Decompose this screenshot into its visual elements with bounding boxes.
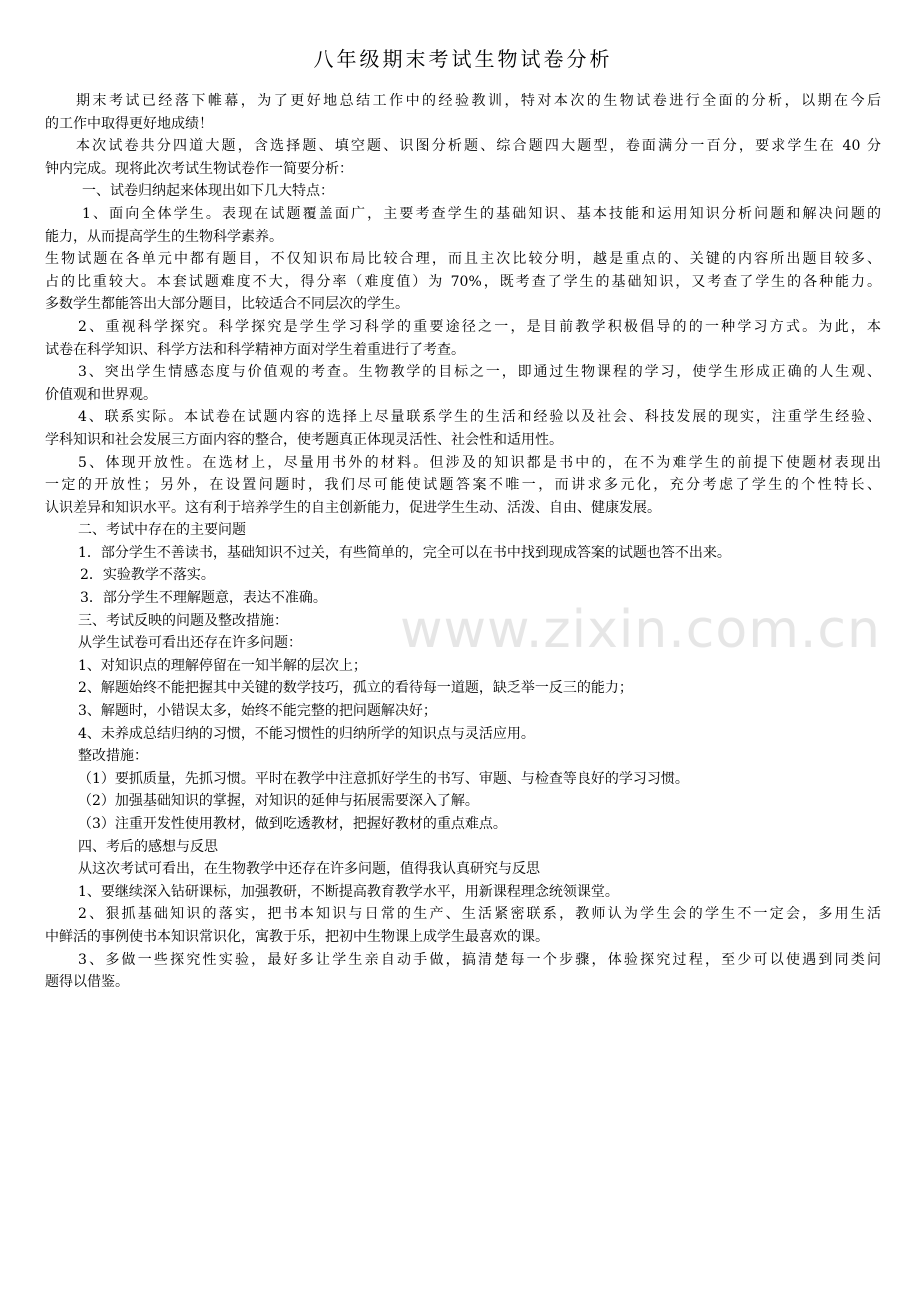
text-line: 试卷在科学知识、科学方法和科学精神方面对学生着重进行了考查。 — [45, 341, 465, 358]
text-line: 1、面向全体学生。表现在试题覆盖面广，主要考查学生的基础知识、基本技能和运用知识分析问题和解决问题的 — [82, 205, 881, 222]
text-line: 1、要继续深入钻研课标，加强教研，不断提高教育教学水平，用新课程理念统领课堂。 — [78, 883, 619, 900]
text-line: 学科知识和社会发展三方面内容的整合，使考题真正体现灵活性、社会性和适用性。 — [45, 431, 563, 448]
text-line: 2、解题始终不能把握其中关键的数学技巧，孤立的看待每一道题，缺乏举一反三的能力； — [78, 680, 633, 697]
text-line: 多数学生都能答出大部分题目，比较适合不同层次的学生。 — [45, 296, 409, 313]
text-line: 1．部分学生不善读书，基础知识不过关，有些简单的，完全可以在书中找到现成答案的试题也答不出来。 — [78, 544, 731, 561]
text-line: 4、联系实际。本试卷在试题内容的选择上尽量联系学生的生活和经验以及社会、科技发展的现实，注重学生经验、 — [78, 409, 881, 426]
text-line: （1）要抓质量，先抓习惯。平时在教学中注意抓好学生的书写、审题、与检查等良好的学习习惯。 — [78, 770, 689, 787]
text-line: 2．实验教学不落实。 — [80, 567, 215, 584]
text-line: 认识差异和知识水平。这有利于培养学生的自主创新能力，促进学生生动、活泼、自由、健康发展。 — [45, 499, 661, 516]
text-line: 整改措施： — [78, 748, 148, 765]
text-line: 5、体现开放性。在选材上，尽量用书外的材料。但涉及的知识都是书中的，在不为难学生的前提下使题材表现出 — [78, 454, 881, 471]
text-line: （3）注重开发性使用教材，做到吃透教材，把握好教材的重点难点。 — [78, 816, 507, 832]
text-line: 4、未养成总结归纳的习惯，不能习惯性的归纳所学的知识点与灵活应用。 — [78, 725, 535, 742]
text-line: 从学生试卷可看出还存在许多问题： — [78, 635, 302, 652]
text-line: 一、试卷归纳起来体现出如下几大特点： — [82, 183, 334, 200]
text-line: 2、狠抓基础知识的落实，把书本知识与日常的生产、生活紧密联系，教师认为学生会的学生不一定会，多用生活 — [78, 906, 881, 923]
text-line: 3、多做一些探究性实验，最好多让学生亲自动手做，搞清楚每一个步骤，体验探究过程，至少可以使遇到同类问 — [78, 951, 881, 968]
text-line: 期末考试已经落下帷幕，为了更好地总结工作中的经验教训，特对本次的生物试卷进行全面的分析，以期在今后 — [76, 93, 881, 109]
text-line: 3．部分学生不理解题意，表达不准确。 — [80, 590, 327, 607]
text-line: 本次试卷共分四道大题，含选择题、填空题、识图分析题、综合题四大题型，卷面满分一百分，要求学生在 40 分 — [76, 138, 881, 155]
text-line: （2）加强基础知识的掌握，对知识的延伸与拓展需要深入了解。 — [78, 793, 479, 810]
text-line: 从这次考试可看出，在生物教学中还存在许多问题，值得我认真研究与反思 — [78, 861, 540, 878]
text-line: 2、重视科学探究。科学探究是学生学习科学的重要途径之一，是目前教学积极倡导的的一种学习方式。为此，本 — [78, 318, 881, 335]
text-line: 1、对知识点的理解停留在一知半解的层次上； — [78, 657, 367, 674]
text-line: 一定的开放性；另外，在设置问题时，我们尽可能使试题答案不唯一，而讲求多元化，充分考虑了学生的个性特长、 — [45, 477, 881, 494]
text-line: 钟内完成。现将此次考试生物试卷作一简要分析： — [45, 160, 353, 177]
document-page — [45, 44, 881, 994]
text-line: 生物试题在各单元中都有题目，不仅知识布局比较合理，而且主次比较分明，越是重点的、关键的内容所出题目较多、 — [45, 251, 881, 268]
text-line: 二、考试中存在的主要问题 — [78, 522, 246, 539]
text-line: 的工作中取得更好地成绩！ — [45, 115, 213, 132]
text-line: 3、突出学生情感态度与价值观的考查。生物教学的目标之一，即通过生物课程的学习，使学生形成正确的人生观、 — [78, 364, 881, 381]
text-line: 价值观和世界观。 — [45, 386, 157, 403]
text-line: 中鲜活的事例使书本知识常识化，寓教于乐，把初中生物课上成学生最喜欢的课。 — [45, 928, 549, 945]
text-line: 三、考试反映的问题及整改措施： — [78, 612, 288, 629]
text-line: 能力，从而提高学生的生物科学素养。 — [45, 228, 283, 245]
text-line: 题得以借鉴。 — [45, 974, 129, 991]
text-line: 占的比重较大。本套试题难度不大，得分率（难度值）为 70%，既考查了学生的基础知识，又考查了学生的各种能力。 — [45, 273, 881, 290]
text-line: 四、考后的感想与反思 — [78, 838, 218, 855]
document-body — [45, 90, 881, 994]
document-title: 八年级期末考试生物试卷分析 — [313, 47, 613, 71]
text-line: 3、解题时，小错误太多，始终不能完整的把问题解决好； — [78, 703, 437, 720]
watermark: www.zixin.com.cn — [400, 600, 881, 660]
